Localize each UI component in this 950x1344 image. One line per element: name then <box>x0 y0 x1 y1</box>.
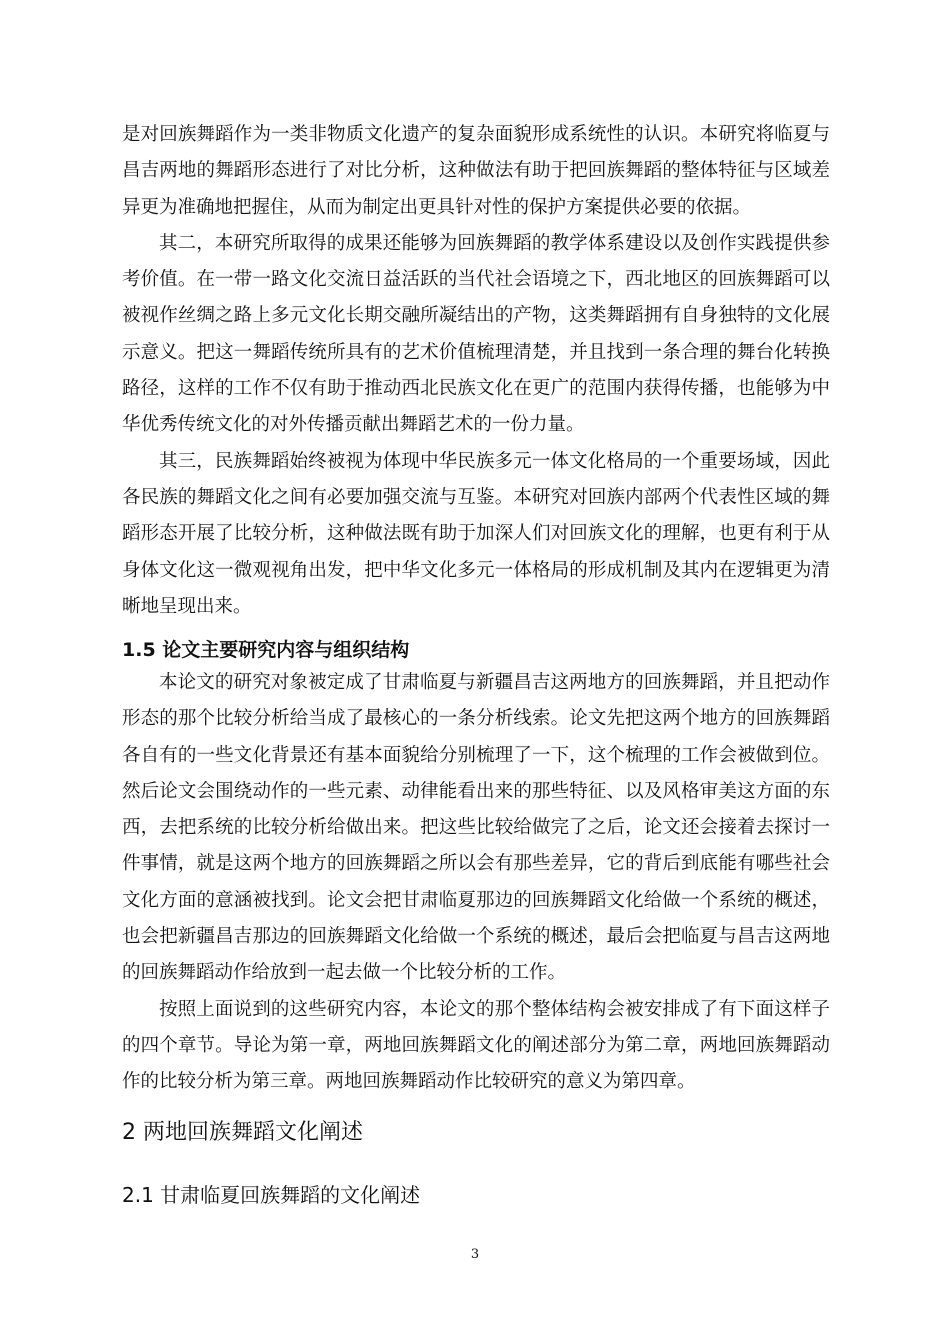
paragraph-continuation: 是对回族舞蹈作为一类非物质文化遗产的复杂面貌形成系统性的认识。本研究将临夏与昌吉两地的舞蹈形态进行了对比分析，这种做法有助于把回族舞蹈的整体特征与区域差异更为准确地把握住，从而为制定出更具针对性的保护方案提供必要的依据。 <box>122 124 830 218</box>
page-number: 3 <box>470 1247 480 1262</box>
paragraph-structure: 按照上面说到的这些研究内容，本论文的那个整体结构会被安排成了有下面这样子的四个章节。导论为第一章，两地回族舞蹈文化的阐述部分为第二章，两地回族舞蹈动作的比较分析为第三章。两地回族舞蹈动作比较研究的意义为第四章。 <box>122 998 830 1093</box>
section-heading-2-1: 2.1 甘肃临夏回族舞蹈的文化阐述 <box>122 1183 421 1207</box>
paragraph-research-content: 本论文的研究对象被定成了甘肃临夏与新疆昌吉这两地方的回族舞蹈，并且把动作形态的那个比较分析给当成了最核心的一条分析线索。论文先把这两个地方的回族舞蹈各自有的一些文化背景还有基本面貌给分别梳理了一下，这个梳理的工作会被做到位。然后论文会围绕动作的一些元素、动律能看出来的那些特征、以及风格审美这方面的东西，去把系统的比较分析给做出来。把这些比较给做完了之后，论文还会接着去探讨一件事情，就是这两个地方的回族舞蹈之所以会有那些差异，它的背后到底能有哪些社会文化方面的意涵被找到。论文会把甘肃临夏那边的回族舞蹈文化给做一个系统的概述，也会把新疆昌吉那边的回族舞蹈文化给做一个系统的概述，最后会把临夏与昌吉这两地的回族舞蹈动作给放到一起去做一个比较分析的工作。 <box>122 672 830 984</box>
chapter-2-block <box>122 1116 830 1150</box>
paragraph-second-point: 其二，本研究所取得的成果还能够为回族舞蹈的教学体系建设以及创作实践提供参考价值。在一带一路文化交流日益活跃的当代社会语境之下，西北地区的回族舞蹈可以被视作丝绸之路上多元文化长期交融所凝结出的产物，这类舞蹈拥有自身独特的文化展示意义。把这一舞蹈传统所具有的艺术价值梳理清楚，并且找到一条合理的舞台化转换路径，这样的工作不仅有助于推动西北民族文化在更广的范围内获得传播，也能够为中华优秀传统文化的对外传播贡献出舞蹈艺术的一份力量。 <box>122 232 830 436</box>
chapter-heading-2: 2 两地回族舞蹈文化阐述 <box>122 1120 363 1145</box>
paragraph-third-point: 其三，民族舞蹈始终被视为体现中华民族多元一体文化格局的一个重要场域，因此各民族的舞蹈文化之间有必要加强交流与互鉴。本研究对回族内部两个代表性区域的舞蹈形态开展了比较分析，这种做法既有助于加深人们对回族文化的理解，也更有利于从身体文化这一微观视角出发，把中华文化多元一体格局的形成机制及其内在逻辑更为清晰地呈现出来。 <box>122 450 830 617</box>
section-1-5 <box>122 635 830 1101</box>
section-heading-1-5: 1.5 论文主要研究内容与组织结构 <box>122 639 410 661</box>
section-2-1-block <box>122 1179 830 1211</box>
body-text-top <box>122 117 830 625</box>
